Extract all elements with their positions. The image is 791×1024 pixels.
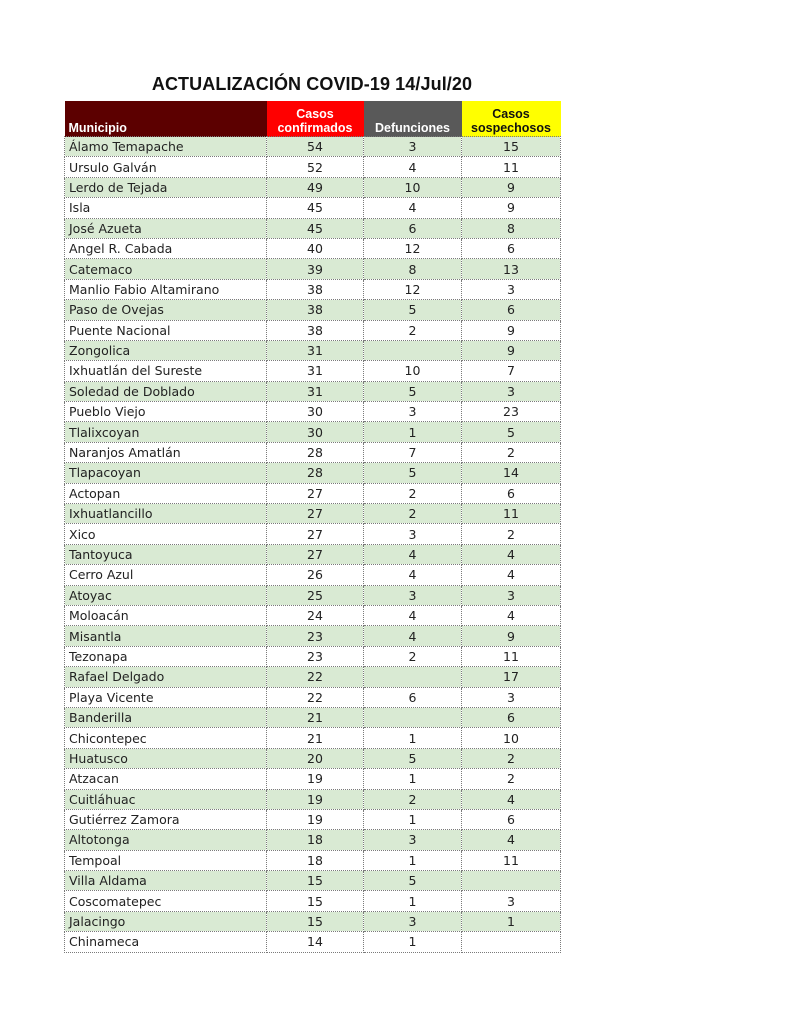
cell-municipio: Paso de Ovejas (65, 300, 267, 320)
table-row (65, 871, 561, 891)
cell-municipio: Chicontepec (65, 728, 267, 748)
cell-casos-sospechosos: 14 (462, 463, 561, 483)
cell-casos-sospechosos: 13 (462, 259, 561, 279)
table-row (65, 911, 561, 931)
table-row (65, 340, 561, 360)
cell-casos-confirmados: 21 (267, 707, 364, 727)
cell-casos-sospechosos: 11 (462, 646, 561, 666)
cell-casos-confirmados: 38 (267, 279, 364, 299)
cell-defunciones: 4 (364, 198, 462, 218)
table-row (65, 279, 561, 299)
cell-casos-confirmados: 14 (267, 932, 364, 952)
table-row (65, 442, 561, 462)
cell-municipio: Jalacingo (65, 911, 267, 931)
cell-casos-sospechosos: 3 (462, 585, 561, 605)
cell-municipio: Actopan (65, 483, 267, 503)
table-row (65, 789, 561, 809)
cell-municipio: Tempoal (65, 850, 267, 870)
cell-municipio: Xico (65, 524, 267, 544)
cell-defunciones: 7 (364, 442, 462, 462)
header-defunciones: Defunciones (364, 101, 462, 137)
cell-defunciones: 4 (364, 605, 462, 625)
table-row (65, 198, 561, 218)
table-row (65, 361, 561, 381)
table-row (65, 320, 561, 340)
cell-municipio: Atzacan (65, 769, 267, 789)
cell-defunciones: 12 (364, 279, 462, 299)
cell-defunciones: 4 (364, 157, 462, 177)
cell-defunciones: 2 (364, 483, 462, 503)
table-row (65, 626, 561, 646)
table-row (65, 707, 561, 727)
cell-casos-sospechosos: 3 (462, 381, 561, 401)
cell-defunciones: 2 (364, 646, 462, 666)
cell-casos-confirmados: 38 (267, 300, 364, 320)
cell-municipio: Cuitláhuac (65, 789, 267, 809)
cell-casos-confirmados: 18 (267, 850, 364, 870)
cell-municipio: Isla (65, 198, 267, 218)
cell-municipio: Chinameca (65, 932, 267, 952)
cell-casos-sospechosos: 6 (462, 300, 561, 320)
cell-casos-confirmados: 30 (267, 402, 364, 422)
cell-municipio: Catemaco (65, 259, 267, 279)
header-row (65, 101, 561, 137)
cell-casos-sospechosos: 17 (462, 667, 561, 687)
cell-casos-sospechosos: 2 (462, 524, 561, 544)
cell-casos-confirmados: 27 (267, 504, 364, 524)
cell-casos-confirmados: 20 (267, 748, 364, 768)
cell-casos-confirmados: 25 (267, 585, 364, 605)
cell-defunciones: 12 (364, 238, 462, 258)
cell-municipio: Álamo Temapache (65, 137, 267, 157)
cell-municipio: Ixhuatlancillo (65, 504, 267, 524)
cell-casos-confirmados: 22 (267, 687, 364, 707)
table-row (65, 238, 561, 258)
cell-defunciones: 4 (364, 544, 462, 564)
cell-municipio: Rafael Delgado (65, 667, 267, 687)
cell-defunciones: 1 (364, 769, 462, 789)
table-row (65, 218, 561, 238)
table-row (65, 157, 561, 177)
cell-casos-sospechosos: 4 (462, 830, 561, 850)
table-row (65, 605, 561, 625)
table-row (65, 483, 561, 503)
table-row (65, 850, 561, 870)
cell-casos-confirmados: 39 (267, 259, 364, 279)
cell-casos-sospechosos: 9 (462, 177, 561, 197)
cell-defunciones: 3 (364, 524, 462, 544)
cell-defunciones: 3 (364, 585, 462, 605)
cell-casos-sospechosos: 9 (462, 340, 561, 360)
cell-casos-confirmados: 30 (267, 422, 364, 442)
cell-municipio: Huatusco (65, 748, 267, 768)
cell-defunciones: 5 (364, 463, 462, 483)
cell-casos-confirmados: 26 (267, 565, 364, 585)
table-row (65, 544, 561, 564)
cell-municipio: Villa Aldama (65, 871, 267, 891)
cell-defunciones: 4 (364, 565, 462, 585)
cell-casos-confirmados: 31 (267, 340, 364, 360)
cell-defunciones (364, 340, 462, 360)
table-body (65, 137, 561, 953)
cell-defunciones (364, 667, 462, 687)
header-casos-sospechosos: Casos sospechosos (462, 101, 561, 137)
table-row (65, 137, 561, 157)
cell-casos-confirmados: 15 (267, 871, 364, 891)
cell-casos-sospechosos (462, 871, 561, 891)
cell-defunciones: 1 (364, 850, 462, 870)
cell-casos-sospechosos: 6 (462, 483, 561, 503)
cell-casos-confirmados: 31 (267, 361, 364, 381)
table-row (65, 300, 561, 320)
cell-municipio: Gutiérrez Zamora (65, 809, 267, 829)
cell-casos-confirmados: 49 (267, 177, 364, 197)
cell-defunciones: 4 (364, 626, 462, 646)
cell-municipio: Manlio Fabio Altamirano (65, 279, 267, 299)
cell-defunciones: 2 (364, 320, 462, 340)
cell-casos-sospechosos: 6 (462, 809, 561, 829)
cell-casos-confirmados: 19 (267, 809, 364, 829)
cell-casos-confirmados: 28 (267, 442, 364, 462)
cell-casos-sospechosos: 3 (462, 891, 561, 911)
cell-municipio: José Azueta (65, 218, 267, 238)
table-row (65, 463, 561, 483)
cell-defunciones (364, 707, 462, 727)
cell-casos-sospechosos: 5 (462, 422, 561, 442)
cell-casos-confirmados: 23 (267, 626, 364, 646)
cell-casos-sospechosos: 9 (462, 626, 561, 646)
cell-municipio: Tezonapa (65, 646, 267, 666)
cell-casos-sospechosos: 4 (462, 544, 561, 564)
cell-casos-sospechosos (462, 932, 561, 952)
cell-casos-confirmados: 15 (267, 911, 364, 931)
table-row (65, 809, 561, 829)
cell-casos-confirmados: 15 (267, 891, 364, 911)
cell-casos-confirmados: 28 (267, 463, 364, 483)
cell-casos-confirmados: 27 (267, 483, 364, 503)
cell-municipio: Coscomatepec (65, 891, 267, 911)
table-row (65, 585, 561, 605)
cell-casos-sospechosos: 10 (462, 728, 561, 748)
table-row (65, 524, 561, 544)
header-casos-confirmados: Casos confirmados (267, 101, 364, 137)
cell-casos-sospechosos: 23 (462, 402, 561, 422)
cell-casos-confirmados: 23 (267, 646, 364, 666)
cell-casos-sospechosos: 7 (462, 361, 561, 381)
cell-municipio: Pueblo Viejo (65, 402, 267, 422)
cell-defunciones: 3 (364, 402, 462, 422)
cell-casos-confirmados: 27 (267, 524, 364, 544)
cell-municipio: Lerdo de Tejada (65, 177, 267, 197)
cell-defunciones: 10 (364, 361, 462, 381)
cell-municipio: Cerro Azul (65, 565, 267, 585)
cell-casos-confirmados: 52 (267, 157, 364, 177)
table-row (65, 932, 561, 952)
table-row (65, 381, 561, 401)
cell-casos-sospechosos: 4 (462, 789, 561, 809)
covid-table (64, 101, 561, 953)
cell-municipio: Altotonga (65, 830, 267, 850)
cell-defunciones: 1 (364, 728, 462, 748)
cell-casos-sospechosos: 6 (462, 238, 561, 258)
cell-municipio: Playa Vicente (65, 687, 267, 707)
cell-casos-confirmados: 38 (267, 320, 364, 340)
cell-casos-sospechosos: 1 (462, 911, 561, 931)
cell-casos-confirmados: 19 (267, 789, 364, 809)
header-municipio: Municipio (65, 101, 267, 137)
table-row (65, 422, 561, 442)
table-row (65, 728, 561, 748)
page-title: ACTUALIZACIÓN COVID-19 14/Jul/20 (151, 74, 473, 94)
cell-casos-confirmados: 19 (267, 769, 364, 789)
cell-casos-confirmados: 22 (267, 667, 364, 687)
cell-casos-confirmados: 54 (267, 137, 364, 157)
cell-defunciones: 6 (364, 687, 462, 707)
cell-casos-sospechosos: 9 (462, 320, 561, 340)
cell-casos-sospechosos: 11 (462, 157, 561, 177)
cell-casos-confirmados: 45 (267, 218, 364, 238)
cell-defunciones: 2 (364, 504, 462, 524)
cell-casos-sospechosos: 2 (462, 442, 561, 462)
cell-municipio: Naranjos Amatlán (65, 442, 267, 462)
table-row (65, 687, 561, 707)
cell-defunciones: 5 (364, 748, 462, 768)
cell-municipio: Ursulo Galván (65, 157, 267, 177)
cell-municipio: Zongolica (65, 340, 267, 360)
cell-defunciones: 3 (364, 911, 462, 931)
table-row (65, 565, 561, 585)
cell-casos-sospechosos: 11 (462, 504, 561, 524)
cell-municipio: Tantoyuca (65, 544, 267, 564)
table-row (65, 504, 561, 524)
cell-municipio: Atoyac (65, 585, 267, 605)
table-row (65, 830, 561, 850)
cell-casos-sospechosos: 2 (462, 748, 561, 768)
cell-defunciones: 5 (364, 300, 462, 320)
cell-municipio: Soledad de Doblado (65, 381, 267, 401)
cell-casos-sospechosos: 3 (462, 279, 561, 299)
cell-defunciones: 10 (364, 177, 462, 197)
cell-defunciones: 5 (364, 381, 462, 401)
cell-casos-confirmados: 24 (267, 605, 364, 625)
cell-defunciones: 1 (364, 422, 462, 442)
cell-defunciones: 5 (364, 871, 462, 891)
table-row (65, 748, 561, 768)
cell-municipio: Ixhuatlán del Sureste (65, 361, 267, 381)
cell-defunciones: 6 (364, 218, 462, 238)
cell-casos-confirmados: 18 (267, 830, 364, 850)
cell-casos-sospechosos: 11 (462, 850, 561, 870)
cell-casos-sospechosos: 3 (462, 687, 561, 707)
cell-casos-sospechosos: 8 (462, 218, 561, 238)
cell-municipio: Puente Nacional (65, 320, 267, 340)
table-row (65, 891, 561, 911)
cell-casos-confirmados: 45 (267, 198, 364, 218)
cell-defunciones: 8 (364, 259, 462, 279)
cell-defunciones: 1 (364, 891, 462, 911)
cell-municipio: Misantla (65, 626, 267, 646)
cell-casos-confirmados: 27 (267, 544, 364, 564)
table-row (65, 402, 561, 422)
cell-casos-sospechosos: 4 (462, 565, 561, 585)
cell-municipio: Tlalixcoyan (65, 422, 267, 442)
cell-defunciones: 2 (364, 789, 462, 809)
cell-municipio: Banderilla (65, 707, 267, 727)
cell-defunciones: 3 (364, 830, 462, 850)
cell-casos-confirmados: 31 (267, 381, 364, 401)
cell-casos-sospechosos: 6 (462, 707, 561, 727)
table-row (65, 667, 561, 687)
table-row (65, 769, 561, 789)
cell-casos-sospechosos: 15 (462, 137, 561, 157)
cell-casos-sospechosos: 4 (462, 605, 561, 625)
table-row (65, 177, 561, 197)
cell-casos-sospechosos: 9 (462, 198, 561, 218)
cell-defunciones: 1 (364, 932, 462, 952)
table-row (65, 646, 561, 666)
cell-municipio: Tlapacoyan (65, 463, 267, 483)
cell-municipio: Angel R. Cabada (65, 238, 267, 258)
cell-casos-confirmados: 40 (267, 238, 364, 258)
cell-casos-confirmados: 21 (267, 728, 364, 748)
table-row (65, 259, 561, 279)
cell-defunciones: 3 (364, 137, 462, 157)
cell-casos-sospechosos: 2 (462, 769, 561, 789)
cell-defunciones: 1 (364, 809, 462, 829)
cell-municipio: Moloacán (65, 605, 267, 625)
